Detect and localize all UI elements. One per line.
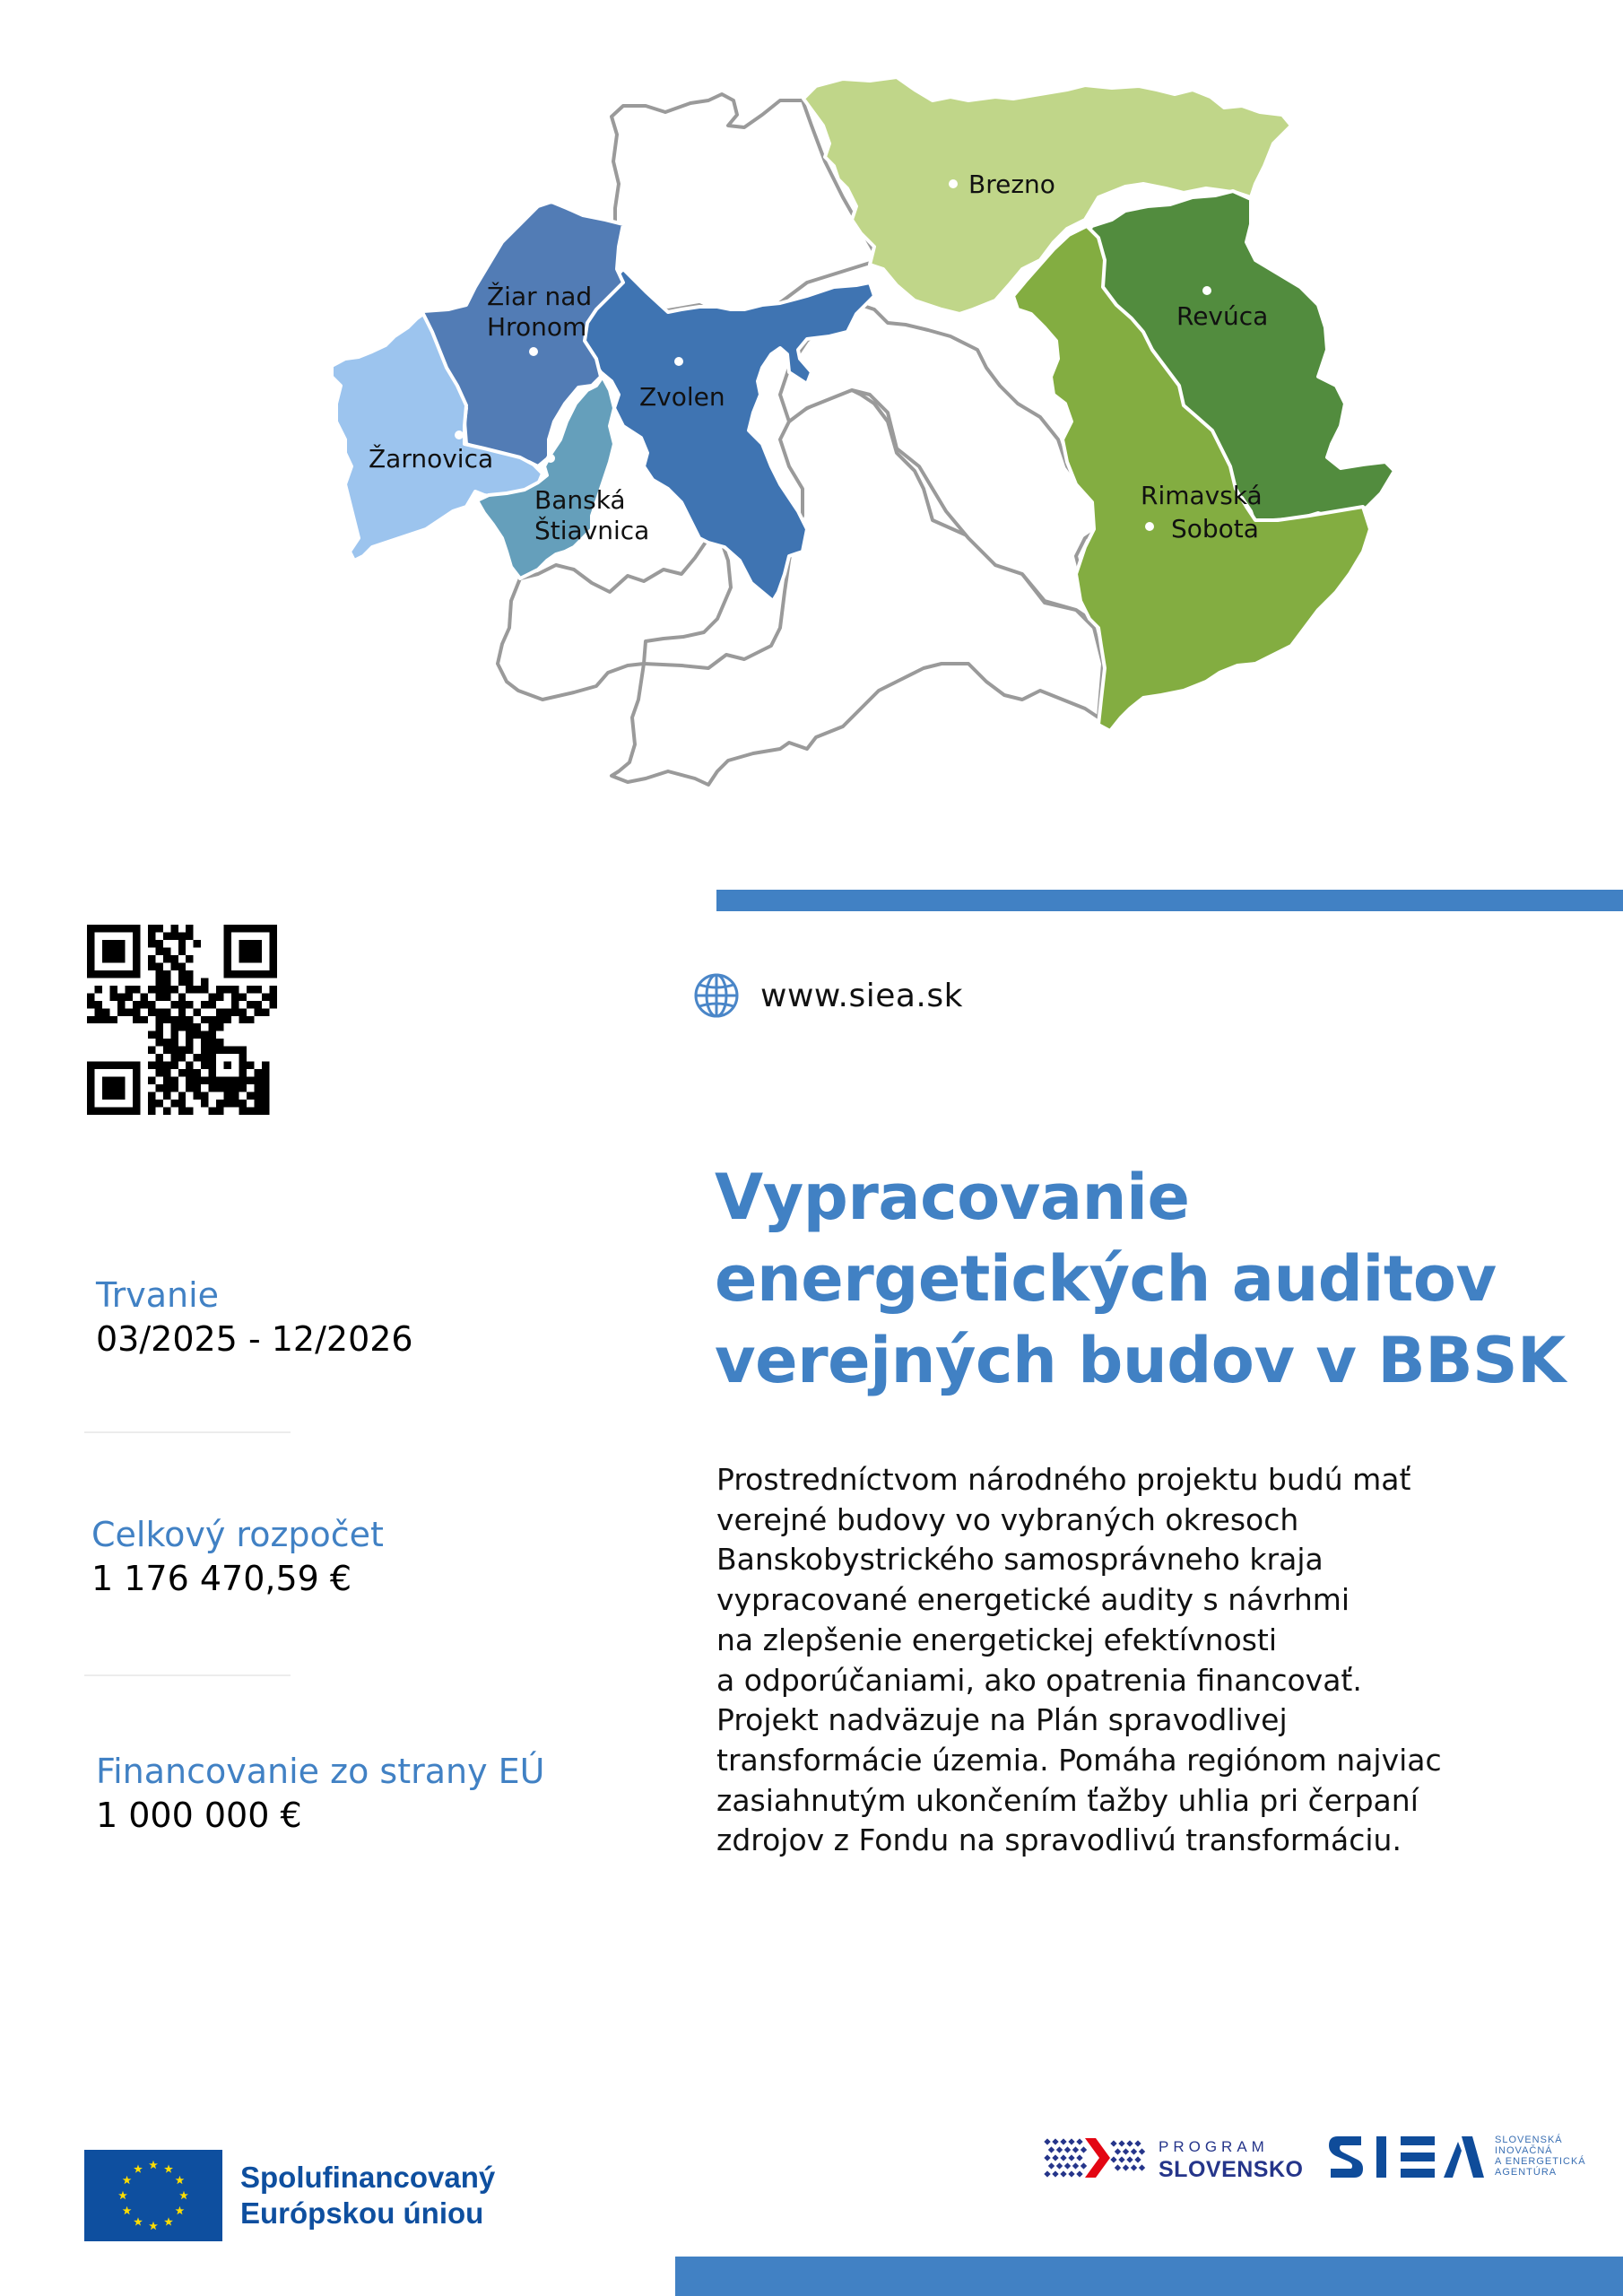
siea-name-line: SLOVENSKÁ — [1495, 2135, 1563, 2145]
eu-star-icon — [176, 2176, 185, 2184]
label-rimavska-sobota-1: Rimavská — [1141, 481, 1263, 510]
label-brezno: Brezno — [968, 170, 1055, 199]
duration-value: 03/2025 - 12/2026 — [96, 1319, 413, 1359]
description-line: Prostredníctvom národného projektu budú mať — [716, 1462, 1411, 1497]
eu-star-icon — [134, 2164, 143, 2172]
label-banska-stiavnica-2: Štiavnica — [534, 516, 650, 545]
eu-funding-value: 1 000 000 € — [96, 1796, 302, 1835]
city-dot-banska-stiavnica — [546, 454, 555, 463]
eu-star-icon — [134, 2217, 143, 2225]
eu-star-icon — [149, 2222, 158, 2230]
program-slovensko-mark-icon — [1042, 2133, 1146, 2187]
eu-star-icon — [149, 2161, 158, 2169]
accent-bar-bottom — [675, 2257, 1623, 2296]
description-line: vypracované energetické audity s návrhmi — [716, 1582, 1350, 1618]
eu-logo-text — [240, 2160, 495, 2231]
title-line: verejných budov v BBSK — [715, 1324, 1566, 1397]
eu-star-icon — [176, 2206, 185, 2214]
siea-name-line: AGENTÚRA — [1495, 2167, 1558, 2178]
description-line: Projekt nadväzuje na Plán spravodlivej — [716, 1702, 1288, 1738]
eu-star-icon — [164, 2217, 173, 2225]
budget-value: 1 176 470,59 € — [91, 1559, 352, 1598]
eu-star-icon — [123, 2206, 132, 2214]
city-dot-brezno — [949, 179, 958, 188]
program-slovensko-logo — [1042, 2133, 1303, 2187]
siea-name-line: INOVAČNÁ — [1495, 2145, 1553, 2156]
label-zvolen: Zvolen — [639, 382, 725, 412]
label-ziar-nad-hronom-1: Žiar nad — [487, 282, 593, 311]
eu-star-icon — [123, 2176, 132, 2184]
label-rimavska-sobota-2: Sobota — [1171, 514, 1259, 544]
eu-star-icon — [118, 2191, 127, 2199]
label-zarnovica: Žarnovica — [369, 444, 494, 474]
eu-flag-icon — [84, 2150, 222, 2241]
project-description — [716, 1460, 1541, 1861]
description-line: a odporúčaniami, ako opatrenia financovať. — [716, 1662, 1362, 1698]
label-banska-stiavnica-1: Banská — [534, 485, 626, 515]
siea-full-name — [1495, 2135, 1586, 2178]
siea-logo — [1327, 2133, 1586, 2179]
info-budget — [91, 1513, 384, 1601]
accent-bar-top — [716, 890, 1623, 911]
info-duration — [96, 1274, 413, 1361]
qr-code[interactable] — [87, 925, 277, 1115]
city-dot-zvolen — [674, 357, 683, 366]
city-dot-zarnovica — [455, 430, 464, 439]
eu-cofunded-logo — [84, 2150, 495, 2241]
label-ziar-nad-hronom-2: Hronom — [487, 312, 587, 342]
eu-logo-line: Spolufinancovaný — [240, 2161, 496, 2194]
eu-star-icon — [179, 2191, 188, 2199]
description-line: zasiahnutým ukončením ťažby uhlia pri čerpaní — [716, 1782, 1419, 1818]
title-line: Vypracovanie — [715, 1161, 1190, 1234]
slovensko-label: SLOVENSKO — [1159, 2157, 1304, 2182]
duration-label: Trvanie — [96, 1275, 220, 1315]
description-line: verejné budovy vo vybraných okresoch — [716, 1501, 1299, 1537]
city-dot-rimavska-sobota — [1145, 522, 1154, 531]
website-url[interactable]: www.siea.sk — [760, 977, 963, 1014]
divider — [84, 1674, 291, 1676]
description-line: na zlepšenie energetickej efektívnosti — [716, 1622, 1278, 1657]
info-eu-funding — [96, 1750, 544, 1838]
label-revuca: Revúca — [1176, 301, 1269, 331]
divider — [84, 1431, 291, 1433]
district-map — [0, 0, 1623, 807]
siea-name-line: A ENERGETICKÁ — [1495, 2156, 1586, 2167]
description-line: transformácie územia. Pomáha regiónom najviac — [716, 1742, 1442, 1778]
project-title — [715, 1157, 1575, 1402]
description-line: Banskobystrického samosprávneho kraja — [716, 1542, 1324, 1578]
globe-icon — [692, 971, 741, 1020]
description-line: zdrojov z Fondu na spravodlivú transformáciu. — [716, 1822, 1402, 1858]
siea-mark-icon — [1327, 2133, 1484, 2179]
eu-logo-line: Európskou úniou — [240, 2196, 484, 2230]
city-dot-revuca — [1202, 286, 1211, 295]
budget-label: Celkový rozpočet — [91, 1515, 384, 1554]
program-label: PROGRAM — [1159, 2138, 1269, 2155]
website-link[interactable] — [692, 971, 963, 1020]
title-line: energetických auditov — [715, 1242, 1497, 1316]
eu-star-icon — [164, 2164, 173, 2172]
city-dot-ziar-nad-hronom — [529, 347, 538, 356]
eu-funding-label: Financovanie zo strany EÚ — [96, 1752, 545, 1791]
